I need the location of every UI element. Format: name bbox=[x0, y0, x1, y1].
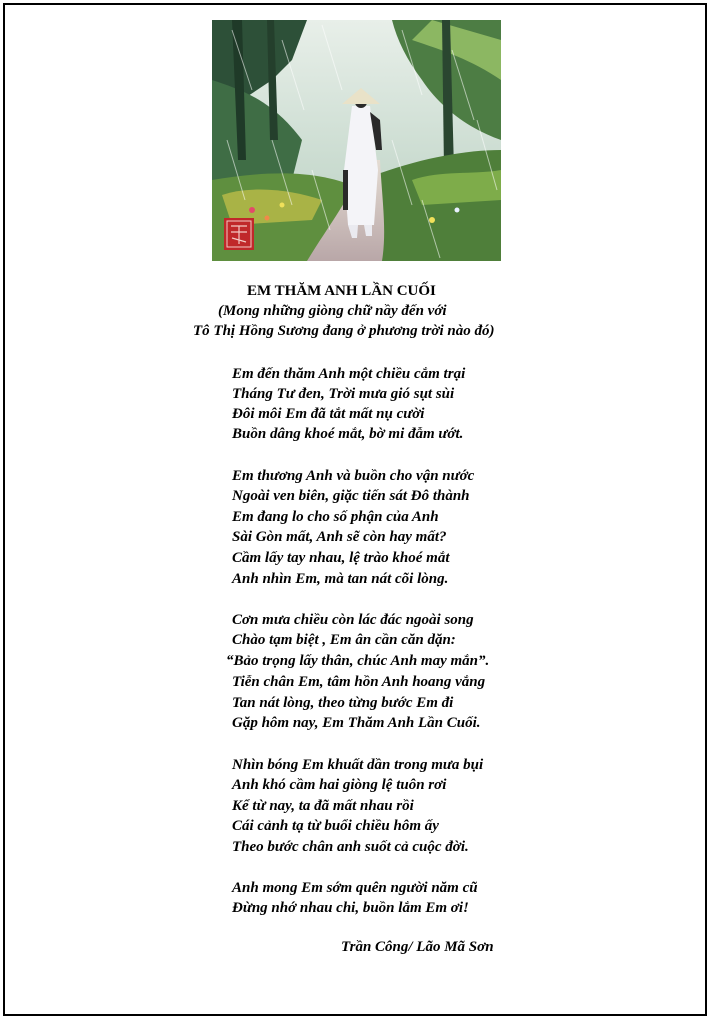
poem-line: Đừng nhớ nhau chi, buồn lắm Em ơi! bbox=[232, 900, 469, 916]
poem-line: Em đang lo cho số phận của Anh bbox=[232, 509, 439, 525]
rainy-path-painting bbox=[212, 20, 501, 261]
poem-line: Buồn dâng khoé mắt, bờ mi đẫm ướt. bbox=[232, 426, 464, 442]
poem-line: “Bảo trọng lấy thân, chúc Anh may mắn”. bbox=[226, 653, 490, 669]
poem-line: Anh khó cầm hai giòng lệ tuôn rơi bbox=[232, 777, 447, 793]
poem-line: Đôi môi Em đã tắt mất nụ cười bbox=[232, 406, 425, 422]
poem-line: Anh nhìn Em, mà tan nát cõi lòng. bbox=[232, 571, 449, 587]
poem-line: Tháng Tư đen, Trời mưa gió sụt sùi bbox=[232, 386, 455, 402]
poem-line: Theo bước chân anh suốt cả cuộc đời. bbox=[232, 839, 469, 855]
poem-line: Kể từ nay, ta đã mất nhau rồi bbox=[232, 798, 414, 814]
poem-line: Em đến thăm Anh một chiều cắm trại bbox=[232, 366, 466, 382]
poem-line: Ngoài ven biên, giặc tiến sát Đô thành bbox=[232, 488, 470, 504]
poem-line: Sài Gòn mất, Anh sẽ còn hay mất? bbox=[232, 529, 447, 545]
poem-line: Nhìn bóng Em khuất dần trong mưa bụi bbox=[232, 757, 484, 773]
red-seal-stamp-icon bbox=[224, 218, 254, 250]
dedication-line-1: (Mong những giòng chữ nầy đến với bbox=[218, 303, 447, 319]
poem-line: Tan nát lòng, theo từng bước Em đi bbox=[232, 695, 454, 711]
poem-line: Cái cảnh tạ từ buổi chiều hôm ấy bbox=[232, 818, 439, 834]
poem-line: Gặp hôm nay, Em Thăm Anh Lần Cuối. bbox=[232, 715, 481, 731]
dedication-line-2: Tô Thị Hồng Sương đang ở phương trời nào đó) bbox=[193, 323, 495, 339]
poem-line: Cầm lấy tay nhau, lệ trào khoé mắt bbox=[232, 550, 450, 566]
author-signature: Trần Công/ Lão Mã Sơn bbox=[341, 939, 494, 955]
poem-line: Cơn mưa chiều còn lác đác ngoài song bbox=[232, 612, 474, 628]
poem-line: Chào tạm biệt , Em ân cần căn dặn: bbox=[232, 632, 456, 648]
poem-line: Tiễn chân Em, tâm hồn Anh hoang vắng bbox=[232, 674, 486, 690]
poem-line: Anh mong Em sớm quên người năm cũ bbox=[232, 880, 478, 896]
poem-title: EM THĂM ANH LẦN CUỐI bbox=[247, 283, 436, 299]
poem-line: Em thương Anh và buồn cho vận nước bbox=[232, 468, 475, 484]
